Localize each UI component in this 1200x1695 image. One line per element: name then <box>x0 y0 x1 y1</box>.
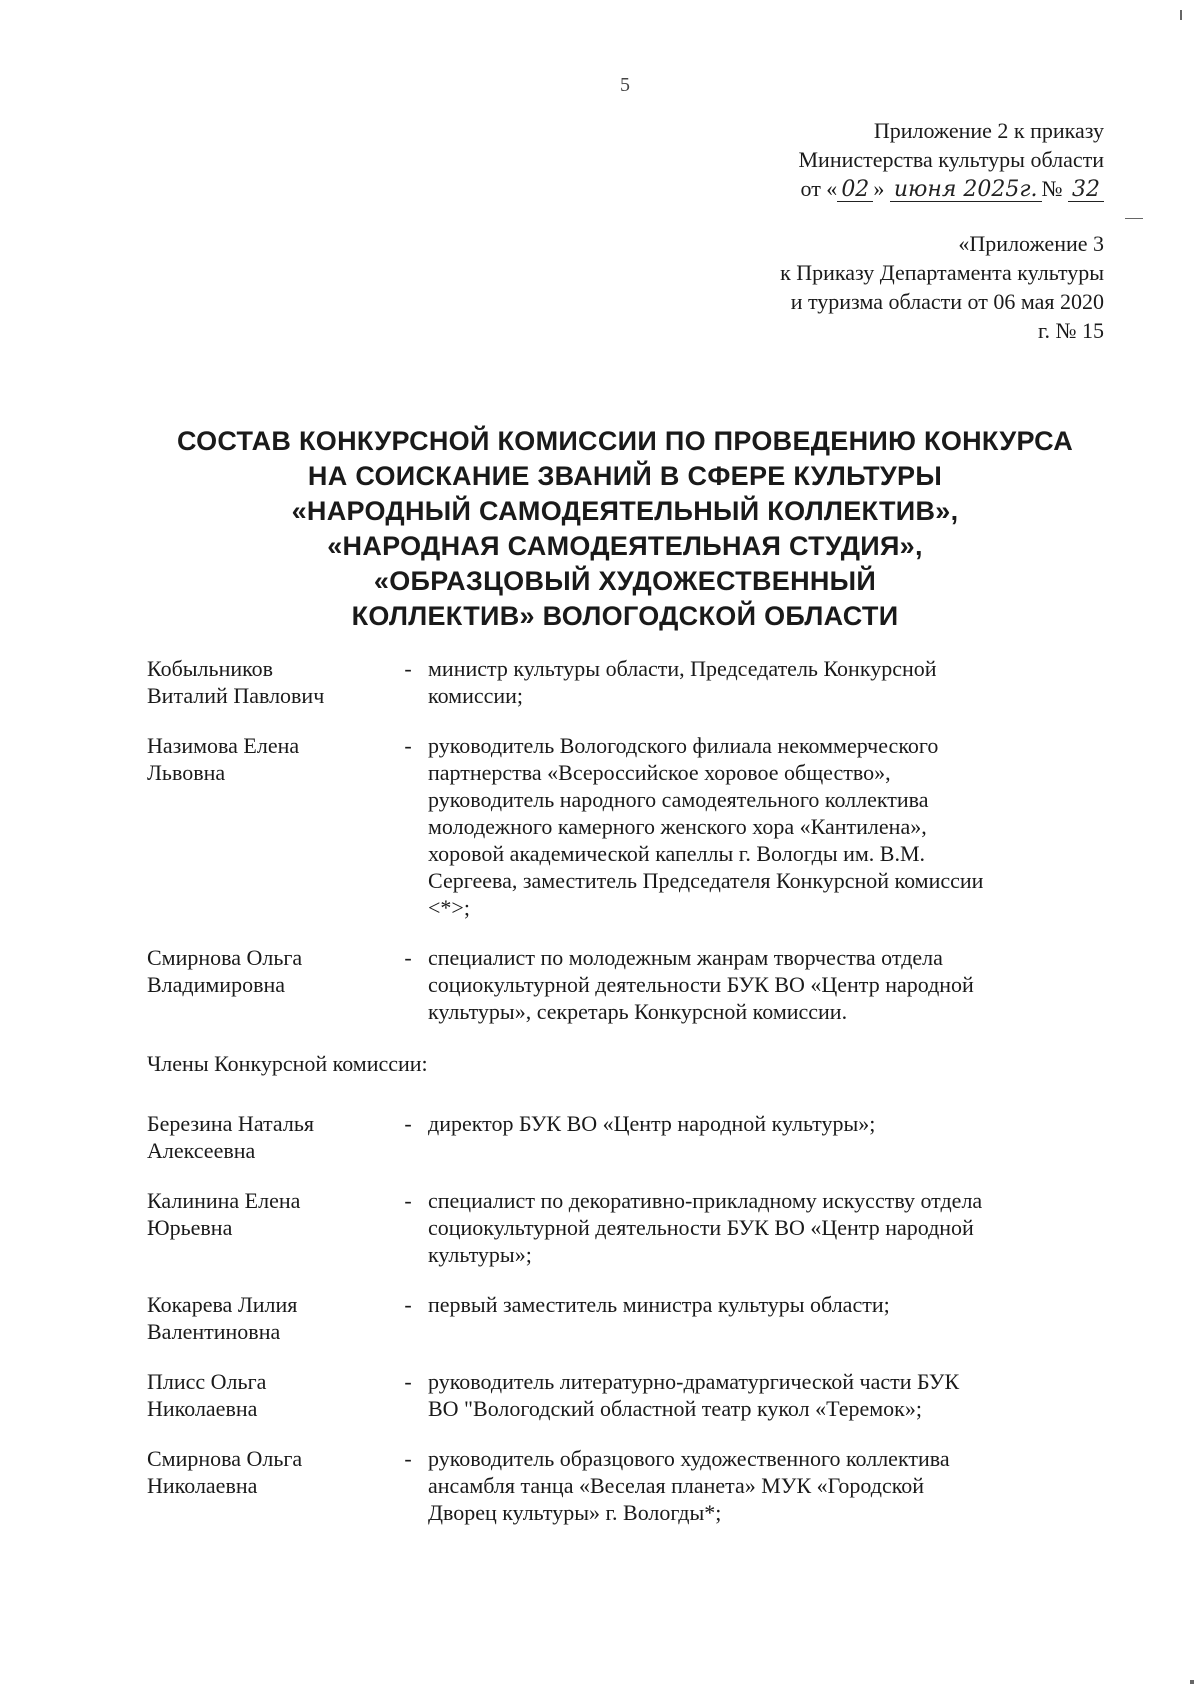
title-line: СОСТАВ КОНКУРСНОЙ КОМИССИИ ПО ПРОВЕДЕНИЮ КОНКУРСА <box>176 426 1074 456</box>
commission-member-row <box>147 1110 1077 1164</box>
annex-order-line1: Приложение 2 к приказу <box>873 118 1104 143</box>
member-role-line: министр культуры области, Председатель Конкурсной <box>428 656 937 681</box>
member-role-line: руководитель народного самодеятельного коллектива <box>428 787 929 812</box>
member-name <box>147 655 388 709</box>
member-role-line: партнерства «Всероссийское хоровое общество», <box>428 760 891 785</box>
member-role-line: культуры»; <box>428 1242 532 1267</box>
member-role-line: специалист по молодежным жанрам творчества отдела <box>428 945 943 970</box>
members-section-label: Члены Конкурсной комиссии: <box>147 1051 428 1076</box>
scan-speck <box>1180 10 1182 20</box>
annex-prior-line1: «Приложение 3 <box>958 231 1104 256</box>
member-role-line: Сергеева, заместитель Председателя Конкурсной комиссии <box>428 868 984 893</box>
scan-speck <box>1190 1680 1194 1684</box>
handwritten-order-number: 32 <box>1068 179 1104 202</box>
member-name-line: Смирнова Ольга <box>147 945 303 970</box>
member-role-line: <*>; <box>428 895 470 920</box>
commission-member-row <box>147 1445 1077 1526</box>
member-role <box>428 1291 1077 1345</box>
title-line: КОЛЛЕКТИВ» ВОЛОГОДСКОЙ ОБЛАСТИ <box>351 601 899 631</box>
title-line: «НАРОДНЫЙ САМОДЕЯТЕЛЬНЫЙ КОЛЛЕКТИВ», <box>291 496 959 526</box>
member-name-line: Николаевна <box>147 1396 258 1421</box>
annex-prior-line4: г. № 15 <box>1037 318 1104 343</box>
member-name-line: Николаевна <box>147 1473 258 1498</box>
member-name <box>147 1445 388 1526</box>
member-name-line: Назимова Елена <box>147 733 300 758</box>
member-name-line: Смирнова Ольга <box>147 1446 303 1471</box>
dash-separator: - <box>404 1188 412 1213</box>
member-name-line: Калинина Елена <box>147 1188 301 1213</box>
member-role-line: хоровой академической капеллы г. Вологды им. В.М. <box>428 841 926 866</box>
title-line: «ОБРАЗЦОВЫЙ ХУДОЖЕСТВЕННЫЙ <box>373 566 877 596</box>
dash-separator: - <box>404 1292 412 1317</box>
member-name <box>147 944 388 1025</box>
commission-member-row <box>147 1187 1077 1268</box>
annex-order-date-line <box>799 174 1105 203</box>
member-role-line: комиссии; <box>428 683 524 708</box>
annex-order-line2: Министерства культуры области <box>798 147 1104 172</box>
member-role-line: социокультурной деятельности БУК ВО «Центр народной <box>428 972 974 997</box>
dash-separator: - <box>404 945 412 970</box>
commission-member-row <box>147 655 1077 709</box>
date-quote-close: » <box>873 176 885 201</box>
annex-prior-block <box>780 229 1104 345</box>
member-name-line: Плисс Ольга <box>147 1369 267 1394</box>
member-name <box>147 1110 388 1164</box>
member-name <box>147 1291 388 1345</box>
member-name <box>147 1187 388 1268</box>
member-role <box>428 1187 1077 1268</box>
commission-member-row <box>147 1368 1077 1422</box>
dash-separator: - <box>404 1446 412 1471</box>
dash-separator: - <box>404 1369 412 1394</box>
member-role <box>428 1445 1077 1526</box>
member-role-line: специалист по декоративно-прикладному искусству отдела <box>428 1188 983 1213</box>
annex-prior-line2: к Приказу Департамента культуры <box>780 260 1104 285</box>
member-role-line: директор БУК ВО «Центр народной культуры»; <box>428 1111 876 1136</box>
member-name-line: Виталий Павлович <box>147 683 325 708</box>
member-role-line: руководитель Вологодского филиала некоммерческого <box>428 733 939 758</box>
member-name-line: Юрьевна <box>147 1215 233 1240</box>
member-name-line: Львовна <box>147 760 226 785</box>
title-line: НА СОИСКАНИЕ ЗВАНИЙ В СФЕРЕ КУЛЬТУРЫ <box>307 461 943 491</box>
page-number: 5 <box>620 74 630 96</box>
member-role-line: культуры», секретарь Конкурсной комиссии. <box>428 999 848 1024</box>
dash-separator: - <box>404 656 412 681</box>
commission-member-row <box>147 1291 1077 1345</box>
member-name-line: Кокарева Лилия <box>147 1292 298 1317</box>
annex-prior-line3: и туризма области от 06 мая 2020 <box>790 289 1104 314</box>
number-label: № <box>1041 176 1063 201</box>
member-role-line: первый заместитель министра культуры области; <box>428 1292 890 1317</box>
member-role-line: ВО "Вологодский областной театр кукол «Теремок»; <box>428 1396 922 1421</box>
member-name-line: Владимировна <box>147 972 286 997</box>
member-role <box>428 655 1077 709</box>
handwritten-month-year: июня 2025г. <box>890 179 1042 202</box>
handwritten-day: 02 <box>837 179 873 202</box>
title-line: «НАРОДНАЯ САМОДЕЯТЕЛЬНАЯ СТУДИЯ», <box>327 531 923 561</box>
member-role <box>428 1368 1077 1422</box>
member-name <box>147 732 388 921</box>
commission-list <box>147 655 1077 1526</box>
member-role-line: молодежного камерного женского хора «Кантилена», <box>428 814 927 839</box>
dash-separator: - <box>404 1111 412 1136</box>
member-name-line: Березина Наталья <box>147 1111 314 1136</box>
date-prefix: от « <box>800 176 838 201</box>
member-role <box>428 1110 1077 1164</box>
document-title <box>130 424 1120 634</box>
dash-separator: - <box>404 733 412 758</box>
member-role-line: руководитель образцового художественного коллектива <box>428 1446 950 1471</box>
member-name-line: Кобыльников <box>147 656 274 681</box>
member-role <box>428 944 1077 1025</box>
member-name-line: Алексеевна <box>147 1138 256 1163</box>
commission-member-row <box>147 732 1077 921</box>
member-role <box>428 732 1077 921</box>
member-role-line: Дворец культуры» г. Вологды*; <box>428 1500 722 1525</box>
member-role-line: социокультурной деятельности БУК ВО «Центр народной <box>428 1215 974 1240</box>
scan-speck <box>1125 218 1143 219</box>
member-role-line: руководитель литературно-драматургической части БУК <box>428 1369 960 1394</box>
member-name <box>147 1368 388 1422</box>
member-name-line: Валентиновна <box>147 1319 281 1344</box>
annex-order-block <box>799 116 1105 203</box>
member-role-line: ансамбля танца «Веселая планета» МУК «Городской <box>428 1473 925 1498</box>
commission-member-row <box>147 944 1077 1025</box>
